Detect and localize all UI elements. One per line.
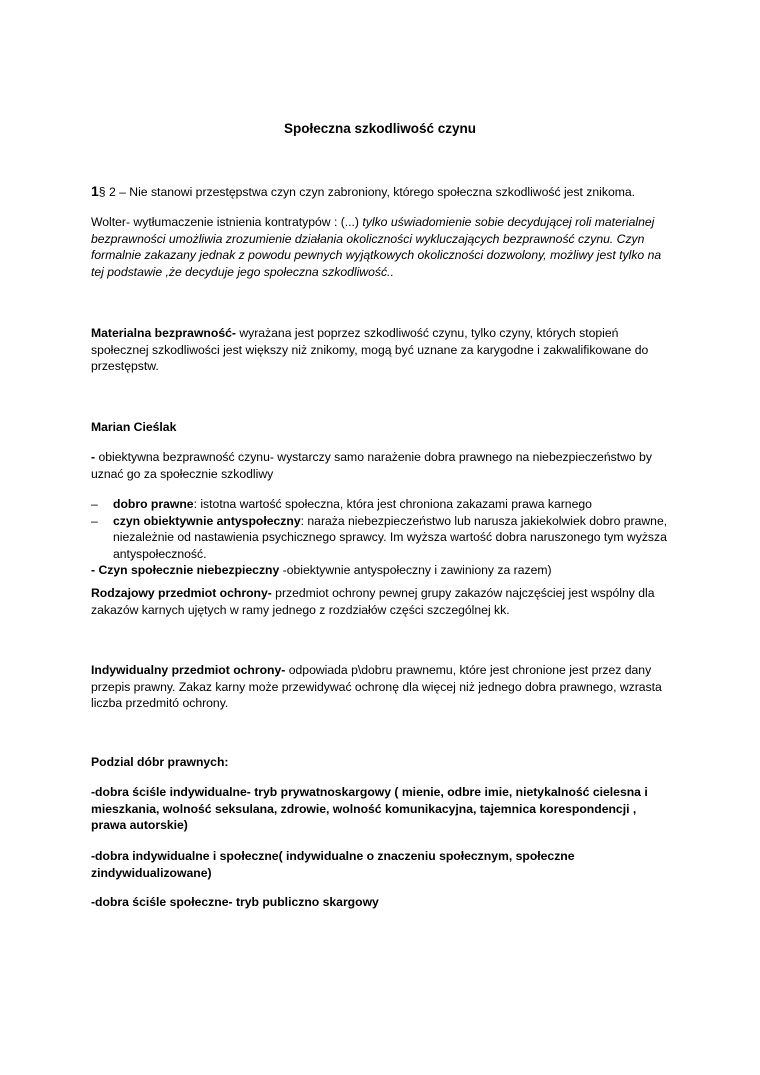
list-item <box>91 496 671 513</box>
article-text: § 2 – Nie stanowi przestępstwa czyn czyn zabroniony, którego społeczna szkodliwość jest znikoma. <box>98 185 636 199</box>
czyn-niebezpieczny-term: - Czyn społecznie niebezpieczny <box>91 563 280 577</box>
cieslak-list <box>91 496 671 562</box>
cieslak-heading: Marian Cieślak <box>91 420 177 434</box>
wolter-quote: tylko uświadomienie sobie decydującej roli materialnej bezprawności umożliwia zrozumienie działania okoliczności wykluczających bezprawność czynu. Czyn formalnie zakazany jednak z powodu pewnych wyjątkowych okoliczności dozwolony, możliwy jest tylko na tej podstawie ,że decyduje jego społeczna szkodliwość.. <box>91 215 662 279</box>
materialna-paragraph <box>91 325 671 375</box>
podzial-item-1: -dobra ściśle indywidualne- tryb prywatnoskargowy ( mienie, odbre imie, nietykalność cielesna i mieszkania, wolność seksulana, zdrowie, wolność komunikacyjna, tajemnica korespondencji , prawa autorskie) <box>91 785 648 832</box>
materialna-text: wyrażana jest poprzez szkodliwość czynu, tylko czyny, których stopień społecznej szkodliwości jest większy niż znikomy, mogą być uznane za karygodne i zakwalifikowane do przestępstw. <box>91 326 649 373</box>
cieslak-intro-text: obiektywna bezprawność czynu- wystarczy samo narażenie dobra prawnego na niebezpieczeństwo by uznać go za społecznie szkodliwy <box>91 450 652 481</box>
list-item-text: : istotna wartość społeczna, która jest chroniona zakazami prawa karnego <box>193 497 592 511</box>
czyn-niebezpieczny-line <box>91 562 671 579</box>
list-item-term: czyn obiektywnie antyspołeczny <box>113 513 301 528</box>
indywidualny-paragraph <box>91 662 671 712</box>
list-item-text: : naraża niebezpieczeństwo lub narusza jakiekolwiek dobro prawne, niezależnie od nastawienia psychicznego sprawcy. Im wyższa wartość dobra naruszonego tym wyższa antyspołeczność. <box>113 513 668 561</box>
article-paragraph <box>91 183 671 201</box>
cieslak-intro <box>91 449 671 482</box>
dash-bullet: – <box>91 497 98 511</box>
list-item-term: dobro prawne <box>113 497 194 511</box>
article-number: 1 <box>91 183 99 199</box>
rodzajowy-paragraph <box>91 585 671 618</box>
cieslak-list-block <box>91 496 671 579</box>
materialna-term: Materialna bezprawność- <box>91 326 236 340</box>
podzial-item-2: -dobra indywidualne i społeczne( indywidualne o znaczeniu społecznym, społeczne zindywidualizowane) <box>91 849 575 880</box>
czyn-niebezpieczny-text: -obiektywnie antyspołeczny i zawiniony za razem) <box>279 563 552 577</box>
podzial-heading: Podzial dóbr prawnych: <box>91 755 229 769</box>
cieslak-intro-dash: - <box>91 450 99 464</box>
dash-bullet: – <box>91 513 98 528</box>
wolter-intro: Wolter- wytłumaczenie istnienia kontratypów : (...) <box>91 215 363 229</box>
rodzajowy-text: przedmiot ochrony pewnej grupy zakazów najczęściej jest wspólny dla zakazów karnych ujętych w ramy jednego z rozdziałów części szczególnej kk. <box>91 586 655 617</box>
indywidualny-term: Indywidualny przedmiot ochrony- <box>91 663 286 677</box>
wolter-paragraph <box>91 214 671 280</box>
podzial-item-3: -dobra ściśle społeczne- tryb publiczno skargowy <box>91 895 379 909</box>
rodzajowy-term: Rodzajowy przedmiot ochrony- <box>91 586 272 600</box>
indywidualny-text: odpowiada p\dobru prawnemu, które jest chronione jest przez dany przepis prawny. Zakaz karny może przewidywać ochronę dla więcej niż jednego dobra prawnego, wzrasta liczba przedmitó ochrony. <box>91 663 662 710</box>
page-title: Społeczna szkodliwość czynu <box>283 121 477 136</box>
list-item <box>91 513 671 563</box>
